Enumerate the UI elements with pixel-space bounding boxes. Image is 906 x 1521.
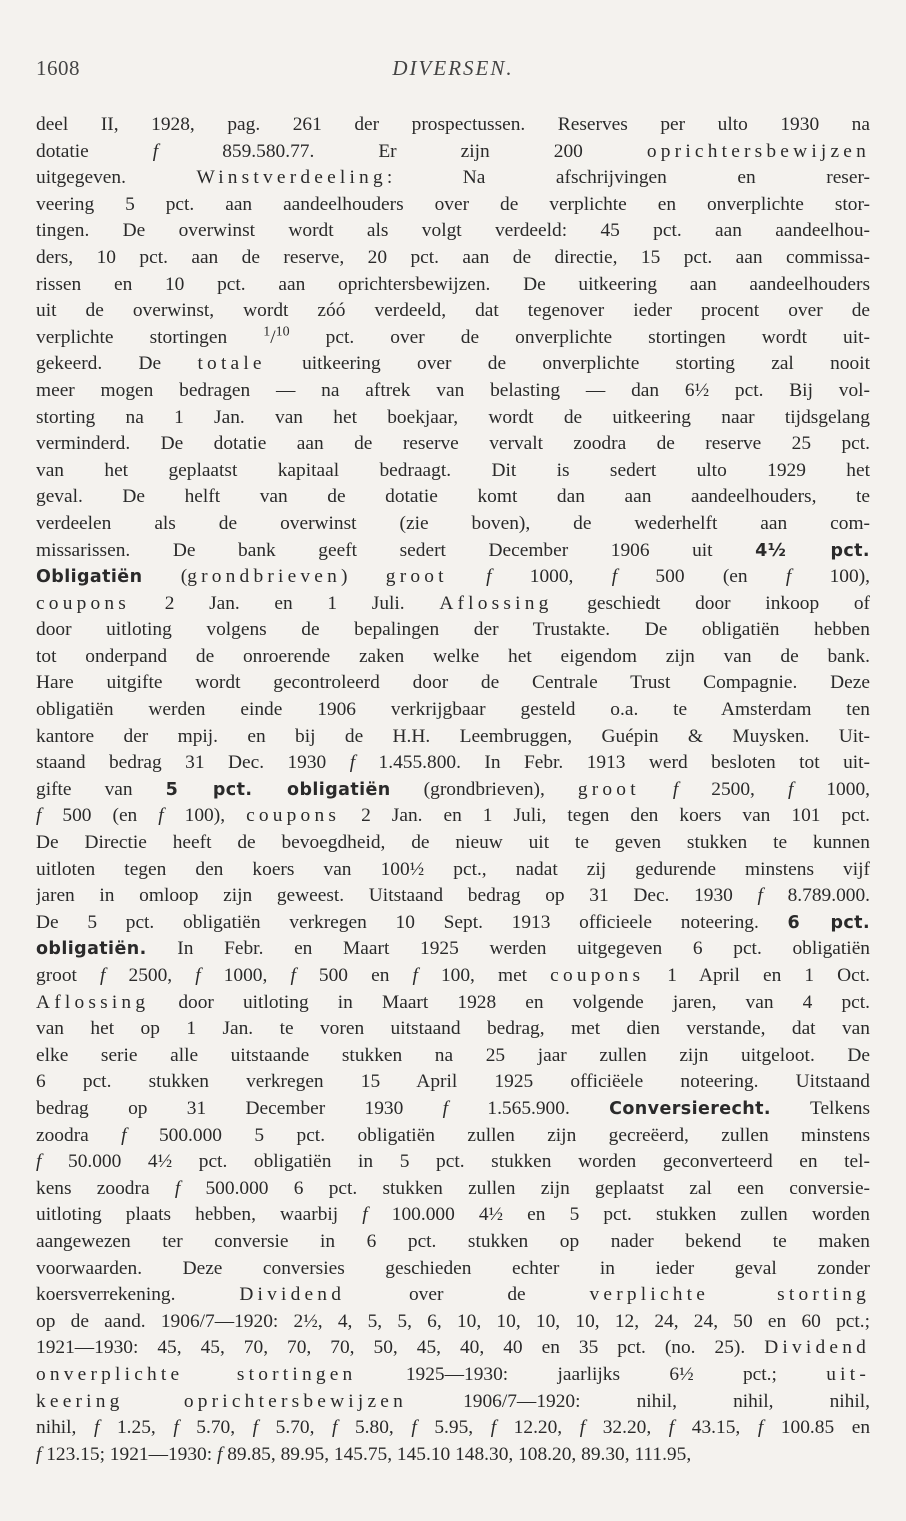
spaced-keyword: groot [385, 566, 448, 588]
body-text [36, 112, 870, 1468]
text-run: 1000, [491, 566, 612, 588]
text-run: De Directie heeft de bevoegdheid, de nieuw uit te geven stukken te kunnen [36, 832, 870, 854]
text-line [36, 218, 870, 245]
text-line [36, 803, 870, 830]
text-run: geval. De helft van de dotatie komt dan aan aandeelhouders, te [36, 486, 870, 508]
text-run: uitloten tegen den koers van 100½ pct., nadat zij gedurende minstens vijf [36, 858, 870, 880]
florin-sign: f [195, 965, 201, 986]
florin-sign: f [579, 1417, 586, 1439]
text-run: 100), [791, 566, 870, 588]
florin-sign: f [173, 1417, 179, 1439]
florin-sign: f [486, 566, 492, 588]
text-run: bedrag op 31 December 1930 [36, 1097, 443, 1119]
text-run: rissen en 10 pct. aan oprichtersbewijzen. De uitkeering aan aandeelhouders [36, 273, 870, 295]
text-run: over de [345, 1284, 590, 1306]
text-run: verminderd. De dotatie aan de reserve vervalt zoodra de reserve 25 pct. [36, 433, 870, 455]
florin-sign: f [787, 778, 794, 800]
text-run: jaren in omloop zijn geweest. Uitstaand bedrag op 31 Dec. 1930 [36, 885, 758, 907]
text-run: 500 (en [617, 566, 786, 588]
text-run: 859.580.77. Er zijn 200 [158, 140, 647, 162]
text-line [36, 670, 870, 697]
text-line [36, 963, 870, 990]
florin-sign: f [36, 1151, 42, 1173]
text-line [36, 644, 870, 671]
page-number: 1608 [36, 56, 80, 80]
text-run: De 5 pct. obligatiën verkregen 10 Sept. 1913 officieele noteering. [36, 911, 788, 933]
text-line [36, 351, 870, 378]
spaced-keyword: Aflossing [439, 592, 553, 614]
text-line [36, 990, 870, 1017]
spaced-keyword: Winstverdeeling [196, 167, 387, 189]
text-run: uitgegeven. [36, 167, 197, 189]
text-line [36, 272, 870, 299]
florin-sign: f [290, 965, 296, 986]
text-line [36, 165, 870, 192]
text-run: 2500, [678, 778, 788, 800]
text-run: Telkens [770, 1097, 870, 1119]
florin-sign: f [412, 965, 418, 986]
florin-sign: f [362, 1204, 368, 1226]
text-line [36, 192, 870, 219]
text-run: 1 April en 1 Oct. [644, 965, 870, 986]
text-run: pct. over de onverplichte stortingen wordt uit- [289, 326, 870, 348]
text-run: / [270, 326, 276, 348]
text-line [36, 484, 870, 511]
text-run: storting na 1 Jan. van het boekjaar, wordt de uitkeering naar tijdsgelang [36, 406, 870, 428]
text-run: ( [142, 566, 188, 588]
text-run: op de aand. 1906/7—1920: 2½, 4, 5, 5, 6, 10, 10, 10, 10, 12, 24, 24, 50 en 60 pct.; [36, 1310, 870, 1332]
text-line [36, 777, 870, 804]
text-run: van het geplaatst kapitaal bedraagt. Dit is sedert ulto 1929 het [36, 459, 870, 481]
text-run: tot onderpand de onroerende zaken welke het eigendom zijn van de bank. [36, 645, 870, 667]
text-run: uitloting plaats hebben, waarbij [36, 1204, 363, 1226]
text-run: 100, met [417, 965, 551, 986]
text-line [36, 857, 870, 884]
text-line [36, 1096, 870, 1123]
florin-sign: f [252, 1417, 259, 1439]
text-line [36, 1335, 870, 1362]
text-run: 1000, [200, 965, 291, 986]
text-run: 100.000 4½ en 5 pct. stukken zullen worden [367, 1204, 870, 1226]
section-heading: Obligatiën [36, 567, 143, 588]
text-line [36, 1389, 870, 1416]
text-run: 5.70, [258, 1417, 333, 1439]
florin-sign: f [217, 1443, 223, 1465]
text-run: 1000, [793, 778, 870, 800]
text-run: 123.15; 1921—1930: [41, 1443, 217, 1465]
text-run: 6 pct. stukken verkregen 15 April 1925 officiëele noteering. Uitstaand [36, 1071, 870, 1093]
text-line [36, 1123, 870, 1150]
florin-sign: f [668, 1417, 675, 1439]
text-run: staand bedrag 31 Dec. 1930 [36, 752, 350, 774]
text-line [36, 538, 870, 565]
text-run: 2 Jan. en 1 Juli. [130, 592, 440, 614]
florin-sign: f [332, 1417, 338, 1439]
text-run: elke serie alle uitstaande stukken na 25 jaar zullen zijn uitgeloot. De [36, 1044, 870, 1066]
text-run: Hare uitgifte wordt gecontroleerd door de Centrale Trust Compagnie. Deze [36, 672, 870, 694]
florin-sign: f [36, 805, 42, 827]
florin-sign: f [757, 1417, 764, 1439]
text-line [36, 1415, 870, 1442]
florin-sign: f [349, 752, 356, 774]
text-run: koersverrekening. [36, 1284, 240, 1306]
text-run: 5.95, [416, 1417, 491, 1439]
text-run: meer mogen bedragen — na aftrek van belasting — dan 6½ pct. Bij vol- [36, 379, 870, 401]
text-line [36, 1256, 870, 1283]
text-run: 1906/7—1920: nihil, nihil, nihil, [406, 1390, 870, 1412]
spaced-keyword: groot [577, 778, 640, 800]
text-line [36, 1202, 870, 1229]
text-run: veering 5 pct. aan aandeelhouders over de verplichte en onverplichte stor- [36, 193, 870, 215]
text-line [36, 1229, 870, 1256]
text-line [36, 431, 870, 458]
florin-sign: f [100, 965, 106, 986]
spaced-keyword: uit- [826, 1363, 870, 1385]
text-run: 32.20, [585, 1417, 669, 1439]
text-line [36, 1043, 870, 1070]
text-run: verplichte stortingen [36, 326, 264, 348]
text-run: 1925—1930: jaarlijks 6½ pct.; [356, 1363, 827, 1385]
florin-sign: f [757, 885, 763, 907]
florin-sign: f [490, 1417, 497, 1439]
text-run: 1.565.900. [448, 1097, 610, 1119]
florin-sign: f [121, 1124, 127, 1146]
text-run: nihil, [36, 1417, 94, 1439]
text-line [36, 724, 870, 751]
text-run: door uitloting volgens de bepalingen der Trustakte. De obligatiën hebben [36, 619, 870, 641]
spaced-keyword: verplichte storting [589, 1284, 870, 1306]
text-line [36, 245, 870, 272]
text-line [36, 750, 870, 777]
text-line [36, 697, 870, 724]
text-run: deel II, 1928, pag. 261 der prospectussen. Reserves per ulto 1930 na [36, 114, 870, 135]
section-heading: 5 pct. obligatiën [165, 779, 391, 800]
text-run: gekeerd. De [36, 353, 198, 375]
text-run: 1.455.800. In Febr. 1913 werd besloten tot uit- [355, 752, 870, 774]
fraction-part: 10 [275, 324, 290, 340]
text-line [36, 1176, 870, 1203]
text-line [36, 1309, 870, 1336]
text-run: aangewezen ter conversie in 6 pct. stukken op nader bekend te maken [36, 1230, 870, 1252]
text-line [36, 617, 870, 644]
text-run: groot [36, 965, 101, 986]
text-run: gifte van [36, 778, 166, 800]
text-run: 43.15, [674, 1417, 758, 1439]
spaced-keyword: keering oprichtersbewijzen [36, 1390, 407, 1412]
running-title: DIVERSEN. [392, 56, 514, 80]
text-run: (grondbrieven), [390, 778, 578, 800]
text-line [36, 378, 870, 405]
page-header [36, 56, 870, 96]
text-run: ) [341, 566, 386, 588]
florin-sign: f [93, 1417, 100, 1439]
florin-sign: f [411, 1417, 417, 1439]
text-run: 500.000 6 pct. stukken zullen zijn geplaatst zal een conversie- [180, 1177, 870, 1199]
text-line [36, 564, 870, 591]
spaced-keyword: oprichtersbewijzen [646, 140, 870, 162]
text-line [36, 298, 870, 325]
florin-sign: f [611, 566, 618, 588]
text-line [36, 910, 870, 937]
text-line [36, 112, 870, 139]
florin-sign: f [158, 805, 164, 827]
text-line [36, 325, 870, 352]
section-heading: obligatiën. [36, 939, 147, 960]
text-line [36, 1149, 870, 1176]
spaced-keyword: Aflossing [36, 991, 150, 1013]
text-line [36, 405, 870, 432]
text-run: 5.80, [337, 1417, 412, 1439]
spaced-keyword: grondbrieven [187, 566, 342, 588]
text-run: kantore der mpij. en bij de H.H. Leembruggen, Guépin & Muysken. Uit- [36, 725, 870, 747]
text-run: 1.25, [99, 1417, 174, 1439]
text-line [36, 1016, 870, 1043]
spaced-keyword: coupons [246, 805, 341, 827]
spaced-keyword: totale [197, 353, 266, 375]
text-run: verdeelen als de overwinst (zie boven), de wederhelft aan com- [36, 512, 870, 534]
text-run: 500 en [295, 965, 413, 986]
text-run: 2500, [105, 965, 196, 986]
florin-sign: f [36, 1443, 42, 1465]
text-run: van het op 1 Jan. te voren uitstaand bedrag, met dien verstande, dat van [36, 1018, 870, 1040]
text-run: 500 (en [41, 805, 159, 827]
spaced-keyword: Dividend [764, 1337, 870, 1359]
text-line [36, 830, 870, 857]
text-run: 12.20, [496, 1417, 580, 1439]
florin-sign: f [442, 1097, 449, 1119]
text-line [36, 1069, 870, 1096]
text-line [36, 1282, 870, 1309]
text-run: dotatie [36, 140, 153, 162]
text-run: uit de overwinst, wordt zóó verdeeld, dat tegenover ieder procent over de [36, 300, 870, 322]
text-line [36, 591, 870, 618]
text-run [448, 566, 486, 587]
text-run: In Febr. en Maart 1925 werden uitgegeven 6 pct. obligatiën [146, 938, 870, 960]
text-run: missarissen. De bank geeft sedert December 1906 uit [36, 539, 756, 561]
text-run: obligatiën werden einde 1906 verkrijgbaar gesteld o.a. te Amsterdam ten [36, 699, 870, 721]
text-line [36, 1362, 870, 1389]
text-line [36, 1442, 870, 1469]
text-run: : Na afschrijvingen en reser- [386, 167, 870, 189]
text-line [36, 936, 870, 963]
florin-sign: f [785, 566, 792, 588]
text-run: uitkeering over de onverplichte storting zal nooit [265, 353, 870, 375]
text-run: 500.000 5 pct. obligatiën zullen zijn gecreëerd, zullen minstens [126, 1124, 870, 1146]
spaced-keyword: coupons [36, 592, 131, 614]
florin-sign: f [152, 140, 159, 162]
text-run: door uitloting in Maart 1928 en volgende jaren, van 4 pct. [149, 991, 870, 1013]
spaced-keyword: onverplichte stortingen [36, 1363, 357, 1385]
text-run: 50.000 4½ pct. obligatiën in 5 pct. stukken worden geconverteerd en tel- [41, 1151, 870, 1173]
spaced-keyword: Dividend [239, 1284, 346, 1306]
spaced-keyword: coupons [550, 965, 645, 986]
text-run: kens zoodra [36, 1177, 175, 1199]
text-run: 1921—1930: 45, 45, 70, 70, 70, 50, 45, 40, 40 en 35 pct. (no. 25). [36, 1337, 765, 1359]
text-run: 100), [163, 805, 247, 827]
text-run: ders, 10 pct. aan de reserve, 20 pct. aan de directie, 15 pct. aan commissa- [36, 246, 870, 268]
section-heading: 6 pct. [787, 912, 870, 933]
section-heading: 4½ pct. [755, 540, 870, 561]
text-run: 8.789.000. [762, 885, 870, 907]
florin-sign: f [174, 1177, 181, 1199]
text-run: voorwaarden. Deze conversies geschieden echter in ieder geval zonder [36, 1257, 870, 1279]
florin-sign: f [672, 778, 679, 800]
text-line [36, 883, 870, 910]
text-line [36, 511, 870, 538]
fraction-part: 1 [263, 324, 271, 340]
text-line [36, 139, 870, 166]
text-run: 100.85 en [763, 1417, 870, 1439]
text-run: 2 Jan. en 1 Juli, tegen den koers van 101 pct. [340, 805, 870, 827]
text-run: tingen. De overwinst wordt als volgt verdeeld: 45 pct. aan aandeelhou- [36, 220, 870, 242]
text-run: geschiedt door inkoop of [552, 592, 870, 614]
text-run: 89.85, 89.95, 145.75, 145.10 148.30, 108.20, 89.30, 111.95, [222, 1443, 692, 1465]
text-run [640, 779, 673, 800]
text-line [36, 458, 870, 485]
section-heading: Conversierecht. [609, 1098, 771, 1119]
text-run: zoodra [36, 1124, 122, 1146]
text-run: 5.70, [178, 1417, 253, 1439]
